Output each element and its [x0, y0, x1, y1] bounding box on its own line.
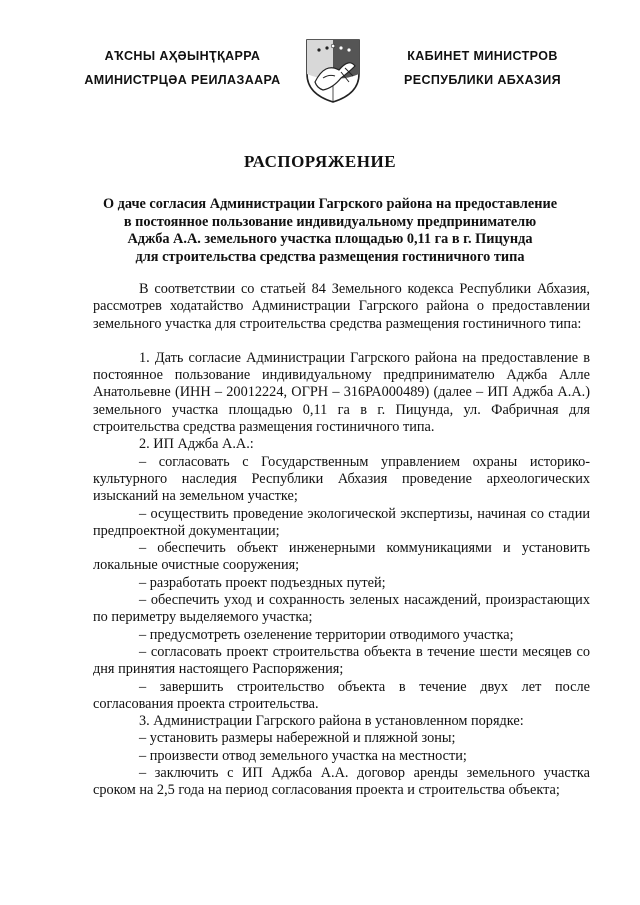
document-subject	[60, 196, 600, 266]
clause-paragraph: – согласовать проект строительства объекта в течение шести месяцев со дня принятия настоящего Распоряжения;	[93, 643, 590, 678]
clause-paragraph: – заключить с ИП Аджба А.А. договор аренды земельного участка сроком на 2,5 года на период согласования проекта и строительства объекта;	[93, 765, 590, 799]
clause-paragraph: – обеспечить уход и сохранность зеленых насаждений, произрастающих по периметру выделяемого участка;	[93, 592, 590, 626]
clause-paragraph: – произвести отвод земельного участка на местности;	[139, 747, 467, 764]
subject-line: О даче согласия Администрации Гагрского района на предоставление	[102, 196, 558, 212]
clause-paragraph: – завершить строительство объекта в течение двух лет после согласования проекта строительства.	[93, 678, 590, 712]
subject-line: Аджба А.А. земельного участка площадью 0,11 га в г. Пицунда	[127, 231, 533, 247]
letterhead	[0, 36, 640, 108]
preamble-paragraph: В соответствии со статьей 84 Земельного кодекса Республики Абхазия, рассмотрев ходатайство Администрации Гагрского района о предоставлении земельного участка для строительства средства размещения гостиничного типа:	[93, 281, 590, 332]
coat-of-arms-icon	[305, 38, 361, 104]
letterhead-russian	[375, 44, 590, 92]
clause-paragraph: – разработать проект подъездных путей;	[139, 574, 386, 591]
subject-line: для строительства средства размещения гостиничного типа	[135, 248, 525, 265]
clause-paragraph: 2. ИП Аджба А.А.:	[139, 436, 254, 453]
letterhead-abkhaz-line2: АМИНИСТРЦӘА РЕИЛАЗААРА	[84, 73, 281, 87]
clause-paragraph: – установить размеры набережной и пляжной зоны;	[139, 730, 456, 747]
letterhead-russian-line1: КАБИНЕТ МИНИСТРОВ	[407, 49, 558, 63]
clause-paragraph: – предусмотреть озеленение территории отводимого участка;	[139, 626, 514, 643]
clause-paragraph: – осуществить проведение экологической экспертизы, начиная со стадии предпроектной документации;	[93, 505, 590, 539]
clause-paragraph: – обеспечить объект инженерными коммуникациями и установить локальные очистные сооружения;	[93, 540, 590, 574]
clause-paragraph: 3. Администрации Гагрского района в установленном порядке:	[139, 713, 524, 730]
letterhead-russian-line2: РЕСПУБЛИКИ АБХАЗИЯ	[403, 73, 562, 87]
document-body	[93, 281, 590, 800]
clause-paragraph: 1. Дать согласие Администрации Гагрского района на предоставление в постоянное пользование индивидуальному предпринимателю Аджба Алле Анатольевне (ИНН – 20012224, ОГРН – 316РА000489) (далее – ИП Аджба А.А.) земельного участка площадью 0,11 га в г. Пицунда, ул. Фабричная для строительства средства размещения гостиничного типа.	[93, 349, 590, 436]
clause-paragraph: – согласовать с Государственным управлением охраны историко-культурного наследия Республики Абхазия проведение археологических изысканий на земельном участке;	[93, 453, 590, 505]
letterhead-abkhaz-line1: АҠСНЫ АҲӘЫНҬҚАРРА	[104, 49, 261, 63]
document-title: РАСПОРЯЖЕНИЕ	[243, 152, 397, 171]
subject-line: в постоянное пользование индивидуальному предпринимателю	[123, 213, 537, 230]
letterhead-abkhaz	[80, 44, 285, 92]
